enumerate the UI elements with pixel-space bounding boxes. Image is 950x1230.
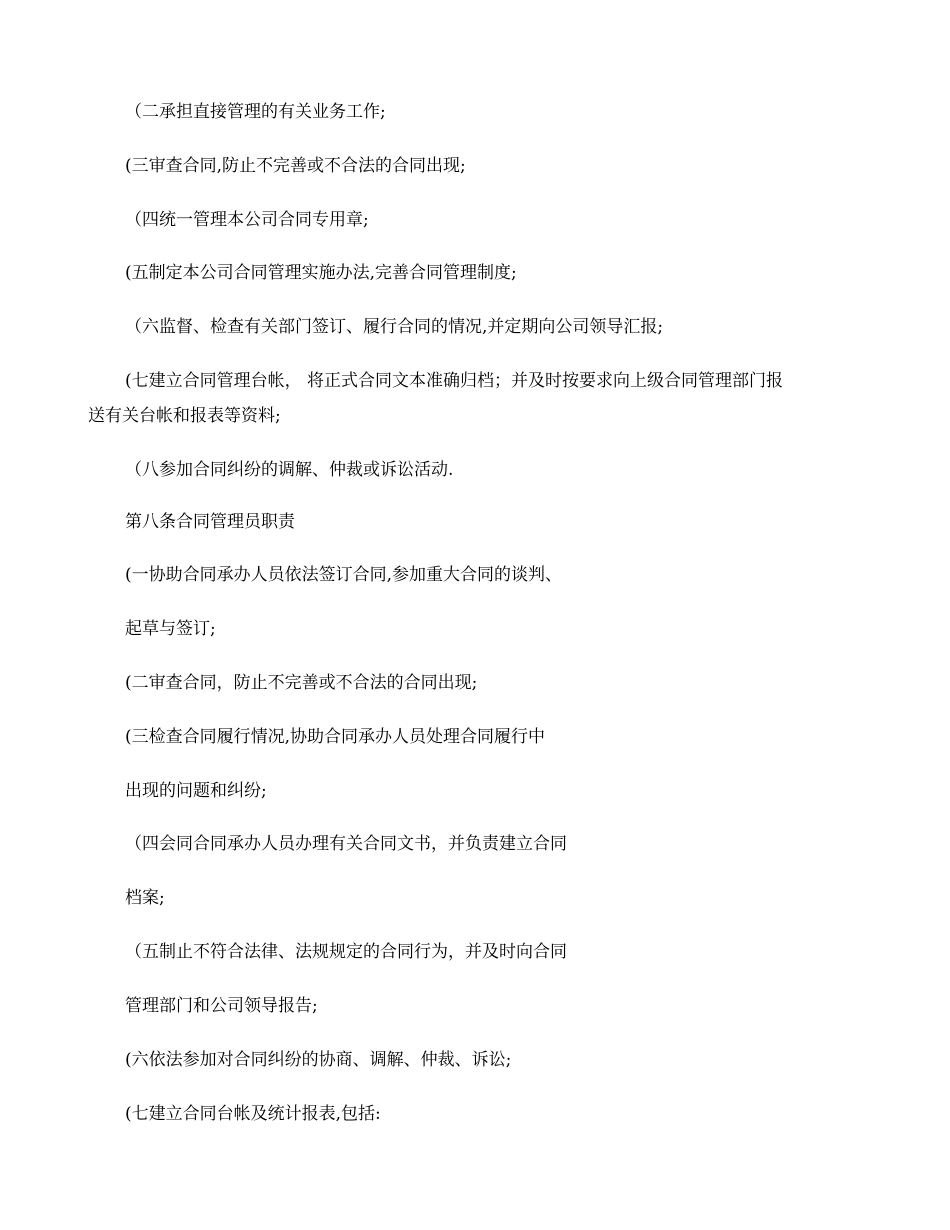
text-line: (七建立合同管理台帐， 将正式合同文本准确归档；并及时按要求向上级合同管理部门报 <box>125 371 784 391</box>
text-line: (二审查合同，防止不完善或不合法的合同出现; <box>125 673 478 693</box>
text-line: （四会同合同承办人员办理有关合同文书，并负责建立合同 <box>125 834 567 854</box>
text-line: (三检查合同履行情况,协助合同承办人员处理合同履行中 <box>125 727 546 747</box>
text-line: （四统一管理本公司合同专用章; <box>125 210 369 230</box>
text-line: （六监督、检查有关部门签订、履行合同的情况,并定期向公司领导汇报; <box>125 317 664 337</box>
text-line: （二承担直接管理的有关业务工作; <box>125 102 386 122</box>
text-line: 档案; <box>125 888 165 908</box>
text-line: （五制止不符合法律、法规规定的合同行为，并及时向合同 <box>125 942 567 962</box>
text-line: (六依法参加对合同纠纷的协商、调解、仲裁、诉讼; <box>125 1050 512 1070</box>
text-line: 起草与签订; <box>125 619 216 639</box>
text-line: 送有关台帐和报表等资料; <box>88 406 281 426</box>
section-heading: 第八条合同管理员职责 <box>125 512 295 532</box>
text-line: (五制定本公司合同管理实施办法,完善合同管理制度; <box>125 263 517 283</box>
text-line: （八参加合同纠纷的调解、仲裁或诉讼活动. <box>125 460 454 480</box>
text-line: (七建立合同台帐及统计报表,包括: <box>125 1104 381 1124</box>
text-line: (一协助合同承办人员依法签订合同,参加重大合同的谈判、 <box>125 565 563 585</box>
text-line: 管理部门和公司领导报告; <box>125 996 318 1016</box>
text-line: (三审查合同,防止不完善或不合法的合同出现; <box>125 156 466 176</box>
text-line: 出现的问题和纠纷; <box>125 781 267 801</box>
